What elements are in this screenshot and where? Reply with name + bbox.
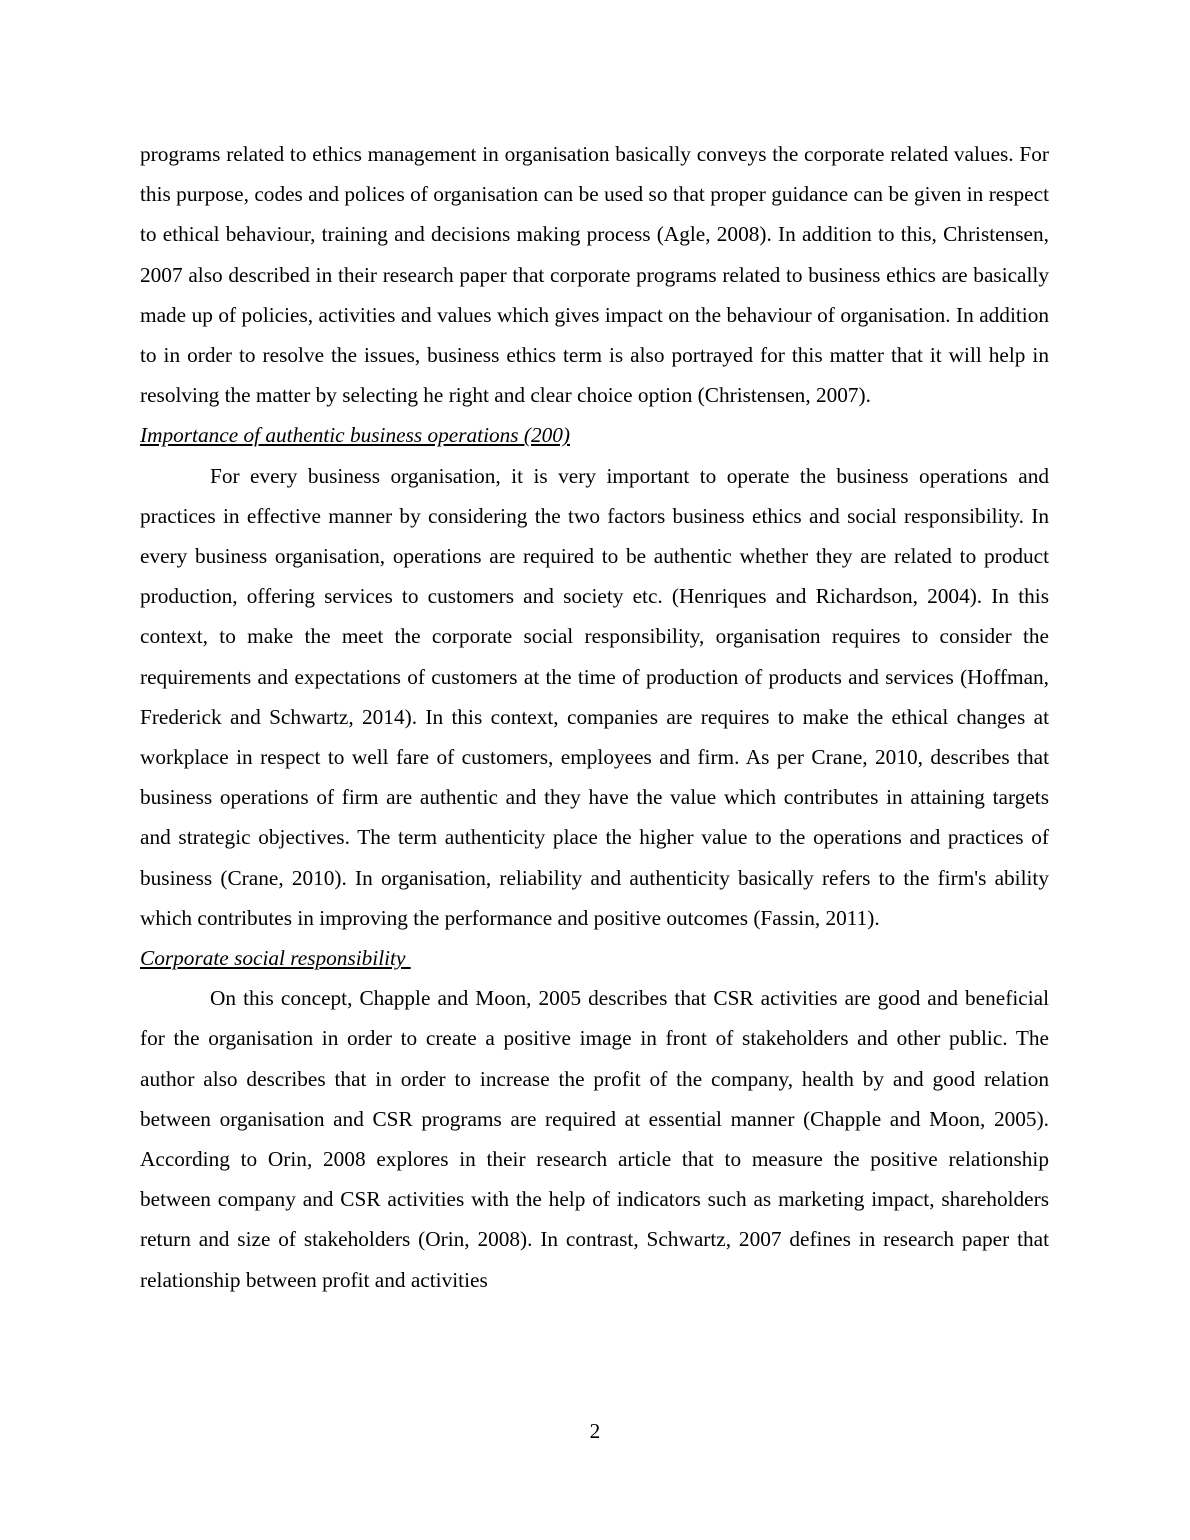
body-paragraph-continued: programs related to ethics management in organisation basically conveys the corporate related values. For this purpose, codes and polices of organisation can be used so that proper guidance can be given in respect to ethical behaviour, training and decisions making process (Agle, 2008). In addition to this, Christensen, 2007 also described in their research paper that corporate programs related to business ethics are basically made up of policies, activities and values which gives impact on the behaviour of organisation. In addition to in order to resolve the issues, business ethics term is also portrayed for this matter that it will help in resolving the matter by selecting he right and clear choice option (Christensen, 2007). bbox=[140, 142, 1049, 408]
section-heading-authentic-operations: Importance of authentic business operations (200) bbox=[140, 423, 571, 448]
page-content bbox=[140, 134, 1049, 1300]
section-heading-csr: Corporate social responsibility bbox=[140, 946, 411, 971]
body-paragraph-csr: On this concept, Chapple and Moon, 2005 describes that CSR activities are good and beneficial for the organisation in order to create a positive image in front of stakeholders and other public. The author also describes that in order to increase the profit of the company, health by and good relation between organisation and CSR programs are required at essential manner (Chapple and Moon, 2005). According to Orin, 2008 explores in their research article that to measure the positive relationship between company and CSR activities with the help of indicators such as marketing impact, shareholders return and size of stakeholders (Orin, 2008). In contrast, Schwartz, 2007 defines in research paper that relationship between profit and activities bbox=[140, 986, 1049, 1292]
page-number: 2 bbox=[589, 1419, 601, 1443]
body-paragraph-authentic-operations: For every business organisation, it is very important to operate the business operations and practices in effective manner by considering the two factors business ethics and social responsibility. In every business organisation, operations are required to be authentic whether they are related to product production, offering services to customers and society etc. (Henriques and Richardson, 2004). In this context, to make the meet the corporate social responsibility, organisation requires to consider the requirements and expectations of customers at the time of production of products and services (Hoffman, Frederick and Schwartz, 2014). In this context, companies are requires to make the ethical changes at workplace in respect to well fare of customers, employees and firm. As per Crane, 2010, describes that business operations of firm are authentic and they have the value which contributes in attaining targets and strategic objectives. The term authenticity place the higher value to the operations and practices of business (Crane, 2010). In organisation, reliability and authenticity basically refers to the firm's ability which contributes in improving the performance and positive outcomes (Fassin, 2011). bbox=[140, 463, 1049, 930]
